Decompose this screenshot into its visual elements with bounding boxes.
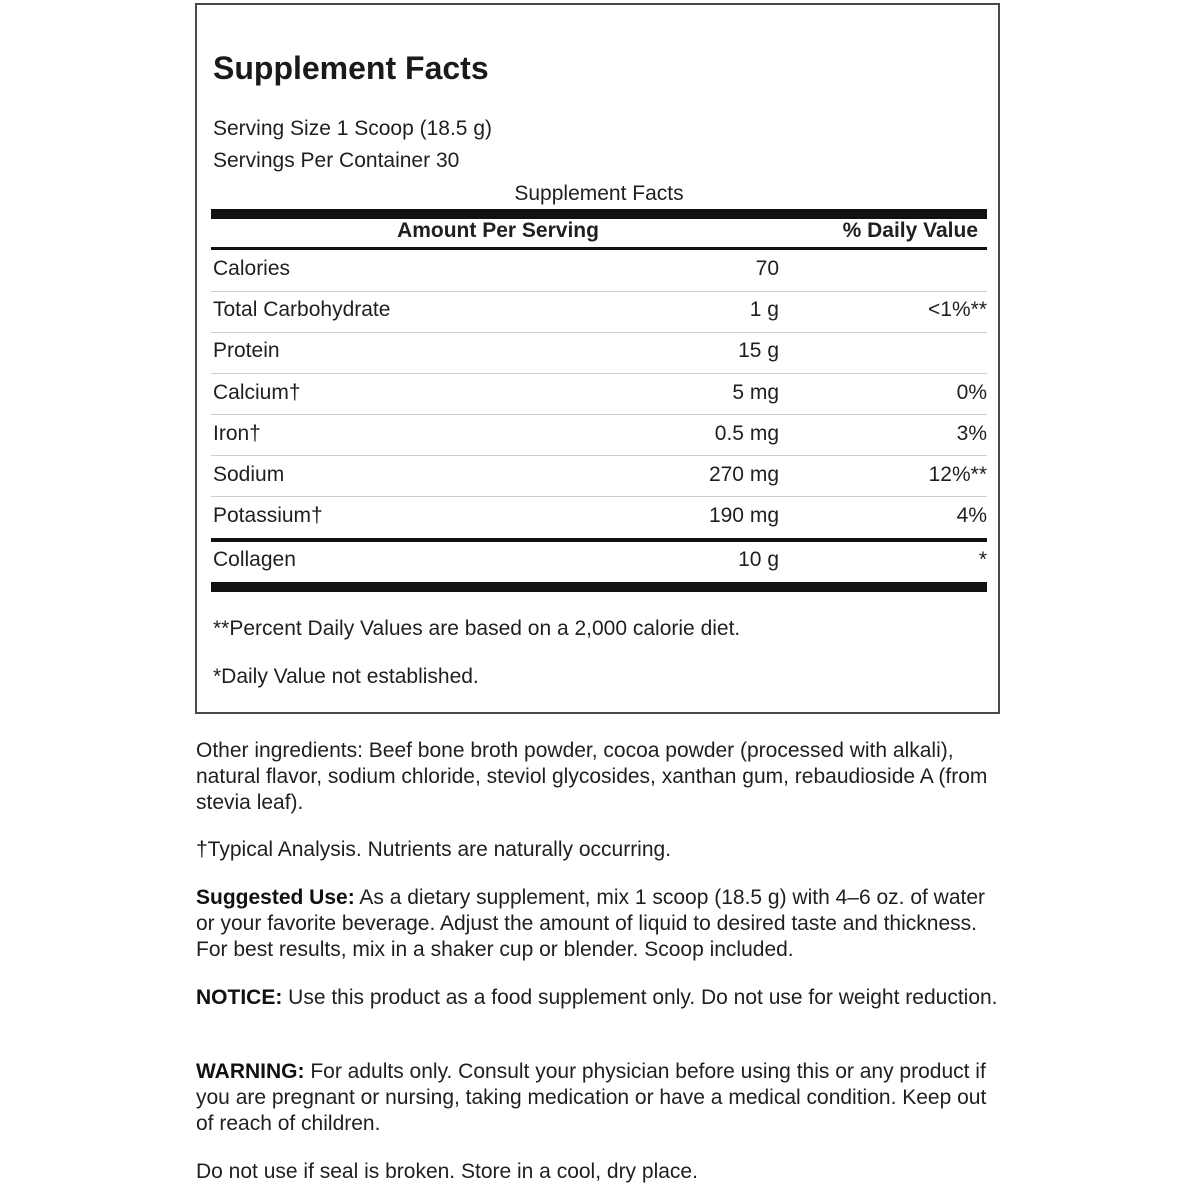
nutrient-daily-value: 3% — [956, 422, 987, 445]
nutrient-name: Iron† — [213, 422, 261, 445]
nutrient-daily-value: 12%** — [928, 463, 987, 486]
warning-text: For adults only. Consult your physician before using this or any product if you are pregnant or nursing, taking medication or have a medical condition. Keep out of reach of children. — [196, 1060, 987, 1135]
footnote-percent-daily-values: **Percent Daily Values are based on a 2,000 calorie diet. — [213, 617, 741, 640]
nutrient-amount: 10 g — [738, 548, 779, 571]
notice — [196, 985, 1006, 1011]
panel-title: Supplement Facts — [213, 50, 489, 86]
nutrient-amount: 15 g — [738, 339, 779, 362]
nutrient-amount: 0.5 mg — [714, 422, 779, 445]
header-amount-per-serving: Amount Per Serving — [397, 219, 599, 242]
nutrient-name: Sodium — [213, 463, 285, 486]
servings-per-container: Servings Per Container 30 — [213, 149, 460, 172]
footnote-daily-value-not-established: *Daily Value not established. — [213, 665, 479, 688]
warning — [196, 1059, 1006, 1137]
table-caption: Supplement Facts — [514, 182, 684, 205]
table-row — [211, 455, 987, 495]
suggested-use — [196, 885, 1006, 963]
notice-text: Use this product as a food supplement only. Do not use for weight reduction. — [282, 986, 998, 1009]
nutrient-name: Calcium† — [213, 381, 301, 404]
table-row — [211, 290, 987, 330]
suggested-use-text: As a dietary supplement, mix 1 scoop (18.5 g) with 4–6 oz. of water or your favorite beverage. Adjust the amount of liquid to desired taste and thickness. For best results, mix in a shaker cup or blender. Scoop included. — [196, 886, 986, 961]
nutrient-amount: 190 mg — [708, 504, 779, 527]
nutrient-name: Collagen — [213, 548, 296, 571]
nutrient-amount: 270 mg — [708, 463, 779, 486]
nutrient-name: Calories — [213, 257, 291, 280]
nutrient-daily-value: 0% — [956, 381, 987, 404]
suggested-use-label: Suggested Use: — [196, 886, 355, 909]
other-ingredients: Other ingredients: Beef bone broth powder, cocoa powder (processed with alkali), natural flavor, sodium chloride, steviol glycosides, xanthan gum, rebaudioside A (from stevia leaf). — [196, 739, 988, 814]
notice-label: NOTICE: — [196, 986, 283, 1009]
nutrient-daily-value: * — [978, 548, 987, 571]
table-row — [211, 373, 987, 413]
nutrient-amount: 1 g — [749, 298, 779, 321]
table-row — [211, 249, 987, 289]
header-daily-value: % Daily Value — [842, 219, 978, 242]
nutrient-name: Total Carbohydrate — [213, 298, 391, 321]
supplement-facts-panel — [195, 3, 1000, 714]
serving-size: Serving Size 1 Scoop (18.5 g) — [213, 117, 492, 140]
warning-label: WARNING: — [196, 1060, 305, 1083]
nutrient-amount: 70 — [755, 257, 779, 280]
table-row — [211, 331, 987, 371]
nutrient-name: Potassium† — [213, 504, 323, 527]
table-row — [211, 496, 987, 536]
table-row — [211, 540, 987, 580]
nutrient-name: Protein — [213, 339, 280, 362]
nutrient-amount: 5 mg — [732, 381, 779, 404]
typical-analysis-note: †Typical Analysis. Nutrients are naturally occurring. — [196, 838, 672, 861]
thick-rule-bottom — [211, 582, 987, 592]
table-row — [211, 414, 987, 454]
nutrient-daily-value: <1%** — [928, 298, 987, 321]
storage-instructions: Do not use if seal is broken. Store in a cool, dry place. — [196, 1160, 698, 1183]
nutrient-daily-value: 4% — [956, 504, 987, 527]
